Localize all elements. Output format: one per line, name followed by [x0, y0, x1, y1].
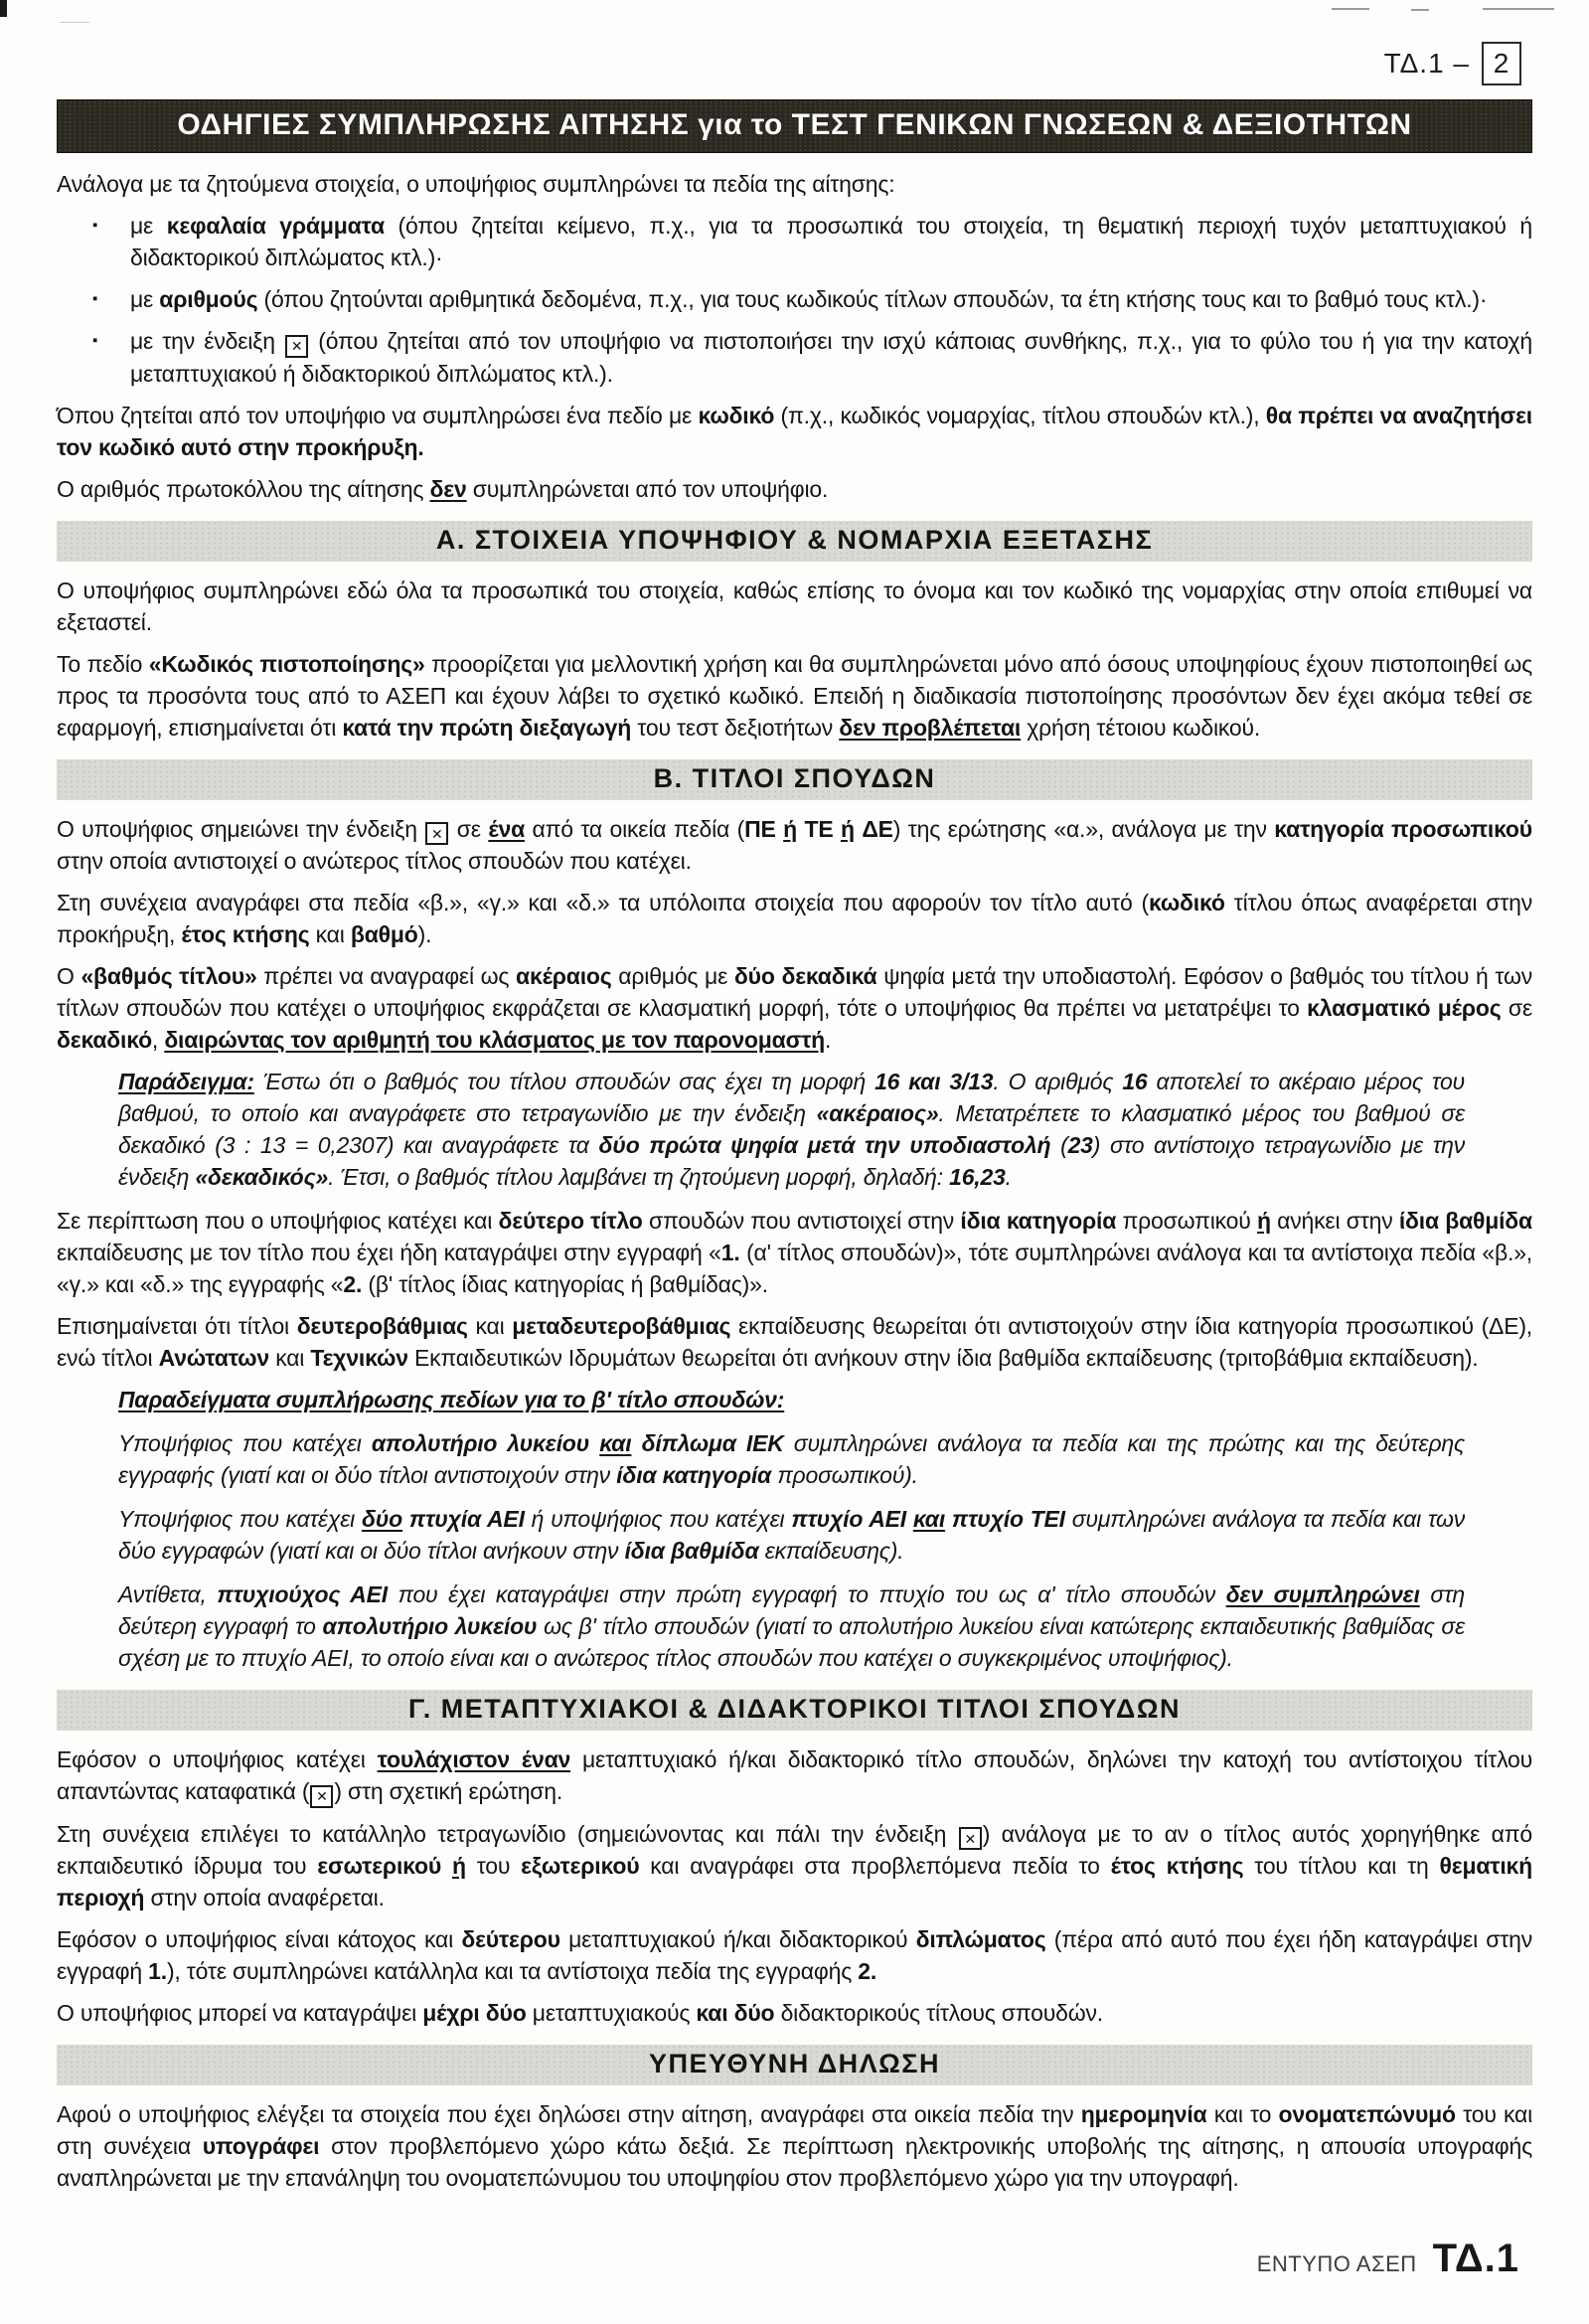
text-run: Ο αριθμός πρωτοκόλλου της αίτησης [57, 475, 430, 502]
text-run: . [825, 1027, 832, 1053]
text-run: 16,23 [949, 1164, 1006, 1190]
text-run [945, 1506, 952, 1532]
text-run [402, 1506, 409, 1532]
text-run: έτος κτήσης [181, 921, 310, 947]
text-run: πτυχίο ΑΕΙ [791, 1506, 906, 1532]
example-paragraph [118, 1427, 1465, 1491]
text-run: Το πεδίο [57, 650, 149, 677]
text-run: ανήκει στην [1270, 1208, 1399, 1234]
text-run: με [130, 286, 160, 312]
checkbox-x-icon: ✕ [425, 822, 448, 845]
text-run: και [269, 1345, 311, 1371]
square-bullet-icon: ▪ [92, 217, 98, 234]
text-run: εκπαίδευσης). [758, 1538, 904, 1564]
text-run: Αφού ο υποψήφιος ελέγξει τα στοιχεία που έχει δηλώσει στην αίτηση, αναγράφει στα οικεία πεδία την [57, 2101, 1081, 2127]
text-run: δεκαδικό [57, 1027, 152, 1053]
checkbox-x-icon: ✕ [959, 1827, 982, 1850]
text-run: μέχρι δύο [422, 2000, 527, 2026]
checkbox-x-icon: ✕ [310, 1785, 333, 1808]
text-run: εξωτερικού [521, 1853, 640, 1879]
text-run: αριθμός με [611, 963, 734, 989]
text-run: με [130, 213, 167, 239]
text-run: 23 [1067, 1132, 1093, 1158]
paragraph [57, 168, 1532, 200]
text-run: (όπου ζητείται από τον υποψήφιο να πιστοποιήσει την ισχύ κάποιας συνθήκης, π.χ., για το φύλο του ή για την κατοχή μεταπτυχιακού ή διδακτορικού διπλώματος κτλ.). [130, 328, 1533, 387]
text-run: ή [840, 815, 855, 842]
square-bullet-icon: ▪ [92, 332, 98, 349]
document-title-bar: ΟΔΗΓΙΕΣ ΣΥΜΠΛΗΡΩΣΗΣ ΑΙΤΗΣΗΣ για το ΤΕΣΤ ΓΕΝΙΚΩΝ ΓΝΩΣΕΩΝ & ΔΕΞΙΟΤΗΤΩΝ [57, 99, 1532, 153]
footer-form-code: ΤΔ.1 [1432, 2237, 1519, 2280]
text-run: ίδια βαθμίδα [1398, 1208, 1532, 1234]
text-run: σπουδών που αντιστοιχεί στην [642, 1208, 961, 1234]
text-run: ίδια κατηγορία [960, 1208, 1117, 1234]
text-run: δεν [429, 475, 467, 502]
text-run: απολυτήριο λυκείου [322, 1613, 538, 1639]
text-run: 16 [1122, 1069, 1148, 1094]
text-run: προσωπικού). [771, 1462, 918, 1488]
example-paragraph [118, 1578, 1465, 1674]
text-run: «βαθμός τίτλου» [80, 963, 257, 989]
page-number-box: 2 [1482, 42, 1521, 85]
checkbox-x-icon: ✕ [285, 335, 308, 358]
text-run: Όπου ζητείται από τον υποψήφιο να συμπληρώσει ένα πεδίο με [57, 402, 699, 428]
text-run: «δεκαδικός» [195, 1164, 329, 1190]
text-run: κωδικό [698, 402, 775, 428]
scan-artifact [0, 0, 7, 17]
paragraph [57, 887, 1532, 950]
text-run: Στη συνέχεια αναγράφει στα πεδία «β.», «γ.» και «δ.» τα υπόλοιπα στοιχεία που αφορούν τον τίτλο αυτό ( [57, 890, 1149, 915]
text-run: εκπαίδευσης θεωρείται ότι αντιστοιχούν στην ίδια κατηγορία προσωπικού (ΔΕ), ενώ τίτλοι [57, 1313, 1532, 1371]
bullet-item [92, 210, 1532, 273]
text-run: ). [417, 921, 432, 947]
example-paragraph [118, 1503, 1465, 1567]
text-run: ) στο αντίστοιχο τετραγωνίδιο με την ένδειξη [118, 1132, 1465, 1190]
text-run: και [467, 1313, 513, 1339]
text-run: ΠΕ [744, 815, 776, 842]
text-run: Ανάλογα με τα ζητούμενα στοιχεία, ο υποψήφιος συμπληρώνει τα πεδία της αίτησης: [57, 171, 895, 197]
text-run: . Έτσι, ο βαθμός τίτλου λαμβάνει τη ζητούμενη μορφή, δηλαδή: [328, 1164, 950, 1190]
text-run: 2. [858, 1958, 877, 1984]
text-run: Εκπαιδευτικών Ιδρυμάτων θεωρείται ότι ανήκουν στην ίδια βαθμίδα εκπαίδευσης (τριτοβάθμια εκπαίδευση). [407, 1345, 1479, 1371]
footer-form-label: ΕΝΤΥΠΟ ΑΣΕΠ [1256, 2251, 1417, 2276]
text-run: θεματική περιοχή [57, 1853, 1532, 1910]
text-run: δύο πρώτα ψηφία μετά την υποδιαστολή [598, 1132, 1051, 1158]
paragraph [57, 1923, 1532, 1987]
text-run: αριθμούς [159, 286, 258, 312]
square-bullet-icon: ▪ [92, 290, 98, 307]
text-run: (π.χ., κωδικός νομαρχίας, τίτλου σπουδών κτλ.), [774, 402, 1266, 428]
text-run: στον προβλεπόμενο χώρο κάτω δεξιά. Σε περίπτωση ηλεκτρονικής υποβολής της αίτησης, η απουσία υπογραφής αναπληρώνεται με την επανάληψη του ονοματεπώνυμου του υποψηφίου στον προβλεπόμενο χώρο για την υπογραφή. [57, 2133, 1532, 2191]
text-run: και δύο [696, 2000, 775, 2026]
text-run: ) ανάλογα με το αν ο τίτλος αυτός χορηγήθηκε από εκπαιδευτικό ίδρυμα του [57, 1820, 1532, 1879]
text-run: του και στη συνέχεια [57, 2101, 1533, 2159]
text-run: του τεστ δεξιοτήτων [631, 714, 840, 741]
paragraph [57, 2098, 1532, 2194]
text-run: ένα [488, 815, 526, 842]
text-run: 1. [148, 1958, 167, 1984]
text-run: 1. [720, 1240, 740, 1265]
paragraph [57, 473, 1532, 505]
form-code-label: ΤΔ.1 – [1383, 48, 1470, 79]
text-run: έτος κτήσης [1110, 1853, 1244, 1879]
text-run: πτυχίο ΤΕΙ [951, 1506, 1065, 1532]
text-run: Έστω ότι ο βαθμός του τίτλου σπουδών σας έχει τη μορφή [253, 1069, 875, 1094]
text-run: Τεχνικών [310, 1345, 408, 1371]
text-run: δεύτερο τίτλο [498, 1208, 643, 1234]
text-run: Ο υποψήφιος σημειώνει την ένδειξη [57, 815, 425, 842]
text-run: δευτεροβάθμιας [296, 1313, 468, 1339]
text-run: τουλάχιστον έναν [377, 1746, 571, 1772]
text-run: Σε περίπτωση που ο υποψήφιος κατέχει και [57, 1208, 499, 1234]
text-run: Υποψήφιος που κατέχει [118, 1430, 372, 1456]
page-reference [1384, 42, 1521, 85]
text-run: δύο [361, 1506, 403, 1532]
text-run [833, 816, 840, 842]
scan-artifact [1411, 9, 1429, 11]
text-run: στη δεύτερη εγγραφή το [118, 1581, 1465, 1639]
text-run: Ο [57, 963, 81, 989]
document-content [57, 99, 1532, 2204]
text-run: ) στη σχετική ερώτηση. [334, 1778, 563, 1804]
text-run: πρέπει να αναγραφεί ως [256, 963, 517, 989]
text-run: (πέρα από αυτό που έχει ήδη καταγράψει στην εγγραφή [57, 1926, 1533, 1984]
text-run: προορίζεται για μελλοντική χρήση και θα συμπληρώνεται μόνο από όσους υποψηφίους έχουν πιστοποιηθεί ως προς τα προσόντα τους από το ΑΣΕΠ και έχουν λάβει το σχετικό κωδικό. Επειδή η διαδικασία πιστοποίησης προσόντων δεν έχει ακόμα τεθεί σε εφαρμογή, επισημαίνεται ότι [57, 650, 1533, 741]
text-run: εσωτερικού [317, 1853, 442, 1879]
text-run: κατηγορία προσωπικού [1274, 815, 1532, 842]
text-run: (όπου ζητείται κείμενο, π.χ., για τα προσωπικά του στοιχεία, τη θεματική περιοχή τυχόν μεταπτυχιακού ή διδακτορικού διπλώματος κτλ.)· [130, 213, 1532, 270]
section-header: Α. ΣΤΟΙΧΕΙΑ ΥΠΟΨΗΦΙΟΥ & ΝΟΜΑΡΧΙΑ ΕΞΕΤΑΣΗΣ [57, 521, 1532, 562]
text-run: Επισημαίνεται ότι τίτλοι [57, 1313, 297, 1339]
text-run: και το [1206, 2101, 1279, 2127]
scan-artifact [60, 22, 89, 23]
section-header: Β. ΤΙΤΛΟΙ ΣΠΟΥΔΩΝ [57, 759, 1532, 800]
section-header: Γ. ΜΕΤΑΠΤΥΧΙΑΚΟΙ & ΔΙΔΑΚΤΟΡΙΚΟΙ ΤΙΤΛΟΙ ΣΠΟΥΔΩΝ [57, 1690, 1532, 1731]
text-run: Υποψήφιος που κατέχει [118, 1506, 362, 1532]
text-run: σε [449, 815, 489, 842]
text-run: «ακέραιος» [816, 1100, 939, 1126]
text-run: Στη συνέχεια επιλέγει το κατάλληλο τετραγωνίδιο (σημειώνοντας και πάλι την ένδειξη [57, 1820, 958, 1847]
text-run: ) της ερώτησης «α.», ανάλογα με την [892, 815, 1275, 842]
text-run: ή [783, 815, 797, 842]
text-run: ίδια κατηγορία [616, 1462, 772, 1488]
text-run: στην οποία αναφέρεται. [144, 1885, 385, 1910]
text-run: με την ένδειξη [130, 328, 285, 354]
text-run: και [912, 1506, 946, 1532]
text-run: συμπληρώνει ανάλογα τα πεδία και της πρώτης και της δεύτερης εγγραφής (γιατί και οι δύο τίτλοι αντιστοιχούν στην [118, 1430, 1465, 1488]
text-run: διαιρώντας τον αριθμητή του κλάσματος με τον παρονομαστή [164, 1027, 826, 1053]
bullet-item [92, 283, 1532, 315]
text-run: χρήση τέτοιου κωδικού. [1021, 714, 1261, 741]
text-run: διδακτορικούς τίτλους σπουδών. [774, 2000, 1103, 2026]
text-run: βαθμό [350, 921, 418, 947]
paragraph [57, 1818, 1532, 1914]
text-run: μεταπτυχιακό ή/και διδακτορικό τίτλο σπουδών, δηλώνει την κατοχή του αντίστοιχου τίτλου απαντώντας καταφατικά ( [57, 1746, 1532, 1804]
text-run: διπλώματος [915, 1926, 1046, 1952]
text-run: συμπληρώνει ανάλογα τα πεδία και των δύο εγγραφών (γιατί και οι δύο τίτλοι ανήκουν στην [118, 1506, 1466, 1564]
text-run: 16 και 3/13 [874, 1069, 994, 1094]
scan-artifact [1483, 8, 1554, 10]
document-flow [57, 168, 1532, 2194]
text-run: ημερομηνία [1080, 2101, 1207, 2127]
text-run: μεταδευτεροβάθμιας [512, 1313, 731, 1339]
text-run: προσωπικού [1116, 1208, 1257, 1234]
text-run: και [599, 1430, 632, 1456]
text-run: υπογράφει [202, 2133, 320, 2159]
text-run: (όπου ζητούνται αριθμητικά δεδομένα, π.χ., για τους κωδικούς τίτλων σπουδών, τα έτη κτήσης τους και το βαθμό τους κτλ.)· [257, 286, 1488, 312]
text-run: Ο υποψήφιος συμπληρώνει εδώ όλα τα προσωπικά του στοιχεία, καθώς επίσης το όνομα και τον κωδικό της νομαρχίας στην οποία επιθυμεί να εξεταστεί. [57, 577, 1532, 635]
text-run: ίδια βαθμίδα [624, 1538, 759, 1564]
bullet-text [130, 325, 1532, 390]
text-run: «Κωδικός πιστοποίησης» [148, 650, 425, 677]
text-run: Ο υποψήφιος μπορεί να καταγράψει [57, 2000, 423, 2026]
paragraph [57, 960, 1532, 1056]
paragraph [57, 1997, 1532, 2029]
text-run: ακέραιος [516, 963, 612, 989]
text-run: . [1005, 1164, 1012, 1190]
paragraph [57, 1205, 1532, 1300]
examples-heading [118, 1384, 1465, 1415]
text-run: ΤΕ [804, 815, 834, 842]
text-run: σε [1501, 995, 1532, 1021]
text-run: εκπαίδευσης με τον τίτλο που έχει ήδη καταγράψει στην εγγραφή « [57, 1240, 721, 1265]
text-run: Ανώτατων [158, 1345, 269, 1371]
bullet-text [130, 210, 1532, 273]
text-run: ως β' τίτλο σπουδών (γιατί το απολυτήριο λυκείου είναι κατώτερης εκπαιδευτικής βαθμίδας σε σχέση με το πτυχίο ΑΕΙ, το οποίο είναι και ο ανώτερος τίτλος σπουδών που κατέχει ο συγκεκριμένος υποψήφιος). [118, 1613, 1465, 1671]
section-header: ΥΠΕΥΘΥΝΗ ΔΗΛΩΣΗ [57, 2045, 1532, 2085]
text-run: δεν συμπληρώνει [1225, 1581, 1420, 1607]
text-run: ή υποψήφιος που κατέχει [524, 1506, 792, 1532]
text-run: δεν προβλέπεται [839, 714, 1022, 741]
text-run: 2. [343, 1271, 363, 1297]
text-run: συμπληρώνεται από τον υποψήφιο. [466, 475, 829, 502]
text-run: πτυχία ΑΕΙ [408, 1506, 525, 1532]
text-run: κατά την πρώτη διεξαγωγή [342, 714, 632, 741]
text-run: , [151, 1027, 165, 1053]
example-paragraph [118, 1066, 1465, 1193]
text-run: πτυχιούχος ΑΕΙ [217, 1581, 388, 1607]
text-run: θα πρέπει να αναζητήσει τον κωδικό αυτό στην προκήρυξη. [57, 402, 1532, 460]
scan-artifact [1332, 8, 1369, 10]
text-run: ), τότε συμπληρώνει κατάλληλα και τα αντίστοιχα πεδία της εγγραφής [166, 1958, 859, 1984]
bullet-item [92, 325, 1532, 390]
text-run: κωδικό [1148, 890, 1225, 915]
text-run: . Μετατρέπετε το κλασματικό μέρος του βαθμού σε δεκαδικό (3 : 13 = 0,2307) και αναγράφετε τα [118, 1100, 1465, 1158]
paragraph [57, 1743, 1532, 1808]
text-run [441, 1853, 452, 1879]
paragraph [57, 648, 1532, 744]
text-run: κλασματικό μέρος [1307, 995, 1502, 1021]
text-run: δύο δεκαδικά [733, 963, 877, 989]
text-run: του τίτλου και τη [1243, 1853, 1440, 1879]
paragraph [57, 575, 1532, 638]
text-run: δίπλωμα ΙΕΚ [641, 1430, 784, 1456]
text-run: (β' τίτλος ίδιας κατηγορίας ή βαθμίδας)». [362, 1271, 768, 1297]
text-run: (α' τίτλος σπουδών)», τότε συμπληρώνει ανάλογα και τα αντίστοιχα πεδία «β.», «γ.» και «δ.» της εγγραφής « [57, 1240, 1532, 1297]
form-footer [1257, 2237, 1519, 2281]
text-run: και αναγράφει στα προβλεπόμενα πεδία το [639, 1853, 1111, 1879]
text-run: και [309, 921, 351, 947]
text-run: ψηφία μετά την υποδιαστολή. Εφόσον ο βαθμός του τίτλου ή των τίτλων σπουδών που κατέχει ο υποψήφιος εκφράζεται σε κλασματική μορφή, τότε ο υποψήφιος θα πρέπει να μετατρέψει το [57, 963, 1532, 1021]
text-run: Εφόσον ο υποψήφιος είναι κάτοχος και [57, 1926, 462, 1952]
text-run: Παραδείγματα συμπλήρωσης πεδίων για το β' τίτλο σπουδών: [118, 1387, 785, 1412]
text-run: αποτελεί το ακέραιο μέρος του βαθμού, το οποίο και αναγράφετε στο τετραγωνίδιο με την ένδειξη [118, 1069, 1465, 1126]
paragraph [57, 813, 1532, 878]
text-run: ή [451, 1853, 466, 1879]
text-run: . Ο αριθμός [993, 1069, 1123, 1094]
text-run: ονοματεπώνυμό [1278, 2101, 1456, 2127]
paragraph [57, 400, 1532, 463]
text-run: μεταπτυχιακού ή/και διδακτορικού [559, 1926, 916, 1952]
text-run: ή [1256, 1208, 1271, 1234]
text-run: από τα οικεία πεδία ( [525, 815, 745, 842]
paragraph [57, 1310, 1532, 1374]
text-run: ΔΕ [862, 815, 893, 842]
text-run: δεύτερου [461, 1926, 560, 1952]
text-run: στην οποία αντιστοιχεί ο ανώτερος τίτλος σπουδών που κατέχει. [57, 848, 692, 874]
text-run: Παράδειγμα: [118, 1069, 254, 1094]
text-run [589, 1430, 599, 1456]
text-run: απολυτήριο λυκείου [371, 1430, 590, 1456]
text-run: του [465, 1853, 522, 1879]
text-run: που έχει καταγράψει στην πρώτη εγγραφή το πτυχίο του ως α' τίτλο σπουδών [387, 1581, 1226, 1607]
text-run: Αντίθετα, [118, 1581, 218, 1607]
text-run [906, 1506, 913, 1532]
text-run: μεταπτυχιακούς [526, 2000, 697, 2026]
text-run: Εφόσον ο υποψήφιος κατέχει [57, 1746, 378, 1772]
text-run: τίτλου όπως αναφέρεται στην προκήρυξη, [57, 890, 1532, 947]
text-run: κεφαλαία γράμματα [166, 213, 385, 239]
text-run [631, 1430, 641, 1456]
bullet-text [130, 283, 1532, 315]
text-run: ( [1050, 1132, 1068, 1158]
